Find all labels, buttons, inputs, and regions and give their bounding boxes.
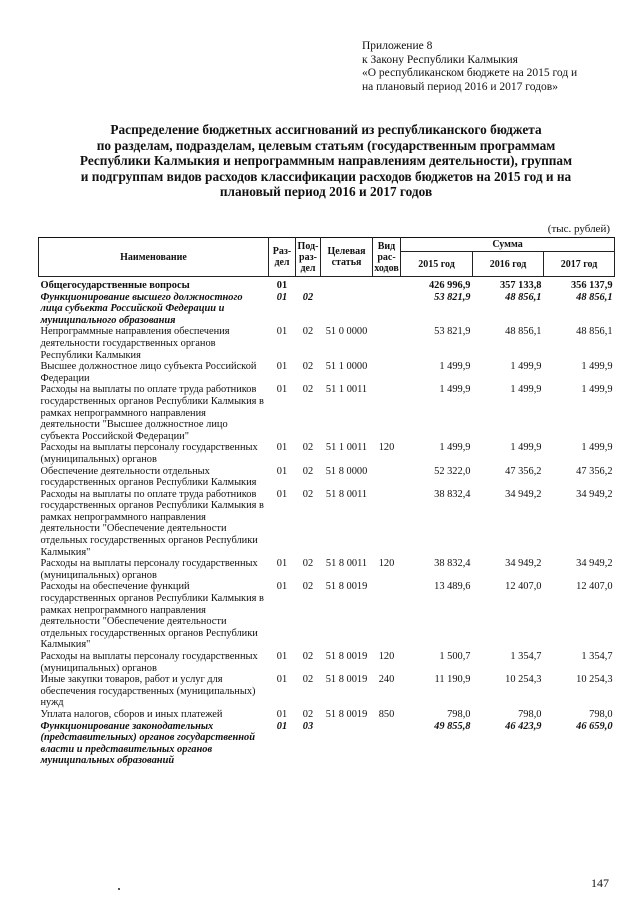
row-vid-rashodov <box>373 384 401 442</box>
row-sum-2016: 34 949,2 <box>505 488 542 500</box>
title-line: и подгруппам видов расходов классификации расходов бюджетов на 2015 год и на <box>80 168 572 184</box>
row-sum-2016: 48 856,1 <box>505 291 542 303</box>
row-vid-rashodov <box>373 466 401 489</box>
row-podrazdel: 02 <box>302 651 314 662</box>
row-sum-2017: 34 949,2 <box>576 488 613 500</box>
row-sum-2016: 46 423,9 <box>505 720 542 732</box>
row-razdel: 01 <box>276 442 288 454</box>
header-celevaya-statya: Целевая статья <box>321 238 373 277</box>
row-sum-2017: 1 354,7 <box>581 651 613 662</box>
table-row <box>39 558 615 581</box>
table-row <box>39 442 615 465</box>
table-row <box>39 709 615 721</box>
row-celevaya-statya: 51 8 0019 <box>325 651 368 662</box>
row-name: Иные закупки товаров, работ и услуг для обеспечения государственных (муниципальных) нужд <box>40 674 256 709</box>
row-sum-2017: 1 499,9 <box>581 442 613 454</box>
header-year-2015: 2015 год <box>401 252 473 277</box>
row-sum-2016: 798,0 <box>518 708 542 720</box>
row-razdel: 01 <box>276 291 288 303</box>
row-vid-rashodov: 240 <box>378 674 395 686</box>
row-vid-rashodov <box>373 292 401 327</box>
table-row <box>39 326 615 361</box>
row-sum-2015: 38 832,4 <box>434 558 471 570</box>
document-title <box>36 122 616 200</box>
row-celevaya-statya: 51 8 0011 <box>325 558 368 570</box>
row-celevaya-statya: 51 8 0019 <box>325 674 368 686</box>
appendix-line: Приложение 8 <box>362 40 433 52</box>
row-name: Обеспечение деятельности отдельных государственных органов Республики Калмыкия <box>40 465 257 489</box>
scan-speck <box>118 888 120 890</box>
table-row <box>39 721 615 767</box>
title-line: Распределение бюджетных ассигнований из республиканского бюджета <box>110 122 542 137</box>
row-vid-rashodov <box>373 277 401 292</box>
header-summa: Сумма <box>401 238 615 252</box>
row-razdel: 01 <box>276 558 288 570</box>
row-name: Высшее должностное лицо субъекта Российской Федерации <box>40 361 257 384</box>
row-sum-2015: 1 499,9 <box>439 361 471 373</box>
table-row <box>39 361 615 384</box>
row-celevaya-statya: 51 8 0011 <box>325 488 368 500</box>
row-vid-rashodov <box>373 489 401 559</box>
title-line: Республики Калмыкия и непрограммным направлениям деятельности), группам <box>79 153 573 169</box>
row-sum-2017: 356 137,9 <box>570 280 613 291</box>
row-razdel: 01 <box>276 720 288 732</box>
row-name: Уплата налогов, сборов и иных платежей <box>40 708 223 720</box>
row-podrazdel: 02 <box>302 384 314 396</box>
row-podrazdel: 02 <box>302 465 314 477</box>
row-podrazdel: 02 <box>302 708 314 720</box>
appendix-note <box>362 40 632 94</box>
row-sum-2016: 1 499,9 <box>510 384 542 396</box>
row-celevaya-statya: 51 8 0019 <box>325 708 368 720</box>
row-sum-2015: 52 322,0 <box>434 465 471 477</box>
row-sum-2015: 1 500,7 <box>439 651 471 662</box>
row-name: Функционирование законодательных (представительных) органов государственной власти и представительных органов муниципальных образований <box>40 720 256 767</box>
row-celevaya-statya: 51 1 0011 <box>325 384 368 396</box>
header-vid-rashodov: Вид рас- ходов <box>373 238 401 277</box>
row-podrazdel: 03 <box>302 720 314 732</box>
row-vid-rashodov <box>373 361 401 384</box>
appendix-line: на плановый период 2016 и 2017 годов» <box>362 80 558 93</box>
table-row <box>39 581 615 651</box>
row-vid-rashodov <box>373 721 401 767</box>
row-name: Расходы на обеспечение функций государственных органов Республики Калмыкия в рамках непрограммного направления деятельности "Обеспечение деятельности отдельных государственных органов Республики Калмыкия" <box>40 581 264 651</box>
row-sum-2015: 1 499,9 <box>439 442 471 454</box>
table-body <box>39 277 615 767</box>
row-sum-2017: 1 499,9 <box>581 384 613 396</box>
table-row <box>39 489 615 559</box>
header-name: Наименование <box>39 238 269 277</box>
row-sum-2016: 1 354,7 <box>510 651 542 662</box>
page-number: 147 <box>591 876 609 890</box>
row-sum-2017: 46 659,0 <box>576 720 613 732</box>
row-vid-rashodov <box>373 326 401 361</box>
row-vid-rashodov: 120 <box>378 558 395 570</box>
header-razdel: Раз- дел <box>269 238 296 277</box>
row-celevaya-statya: 51 8 0000 <box>325 465 368 477</box>
row-sum-2015: 11 190,9 <box>434 674 471 686</box>
row-podrazdel: 02 <box>302 558 314 570</box>
row-name: Расходы на выплаты персоналу государственных (муниципальных) органов <box>40 558 258 581</box>
row-podrazdel: 02 <box>302 361 314 373</box>
row-sum-2016: 34 949,2 <box>505 558 542 570</box>
row-sum-2017: 1 499,9 <box>581 361 613 373</box>
row-name: Расходы на выплаты персоналу государственных (муниципальных) органов <box>40 442 258 465</box>
row-sum-2015: 53 821,9 <box>434 326 471 338</box>
row-vid-rashodov: 120 <box>378 651 395 662</box>
row-name: Расходы на выплаты персоналу государственных (муниципальных) органов <box>40 651 258 674</box>
row-sum-2016: 47 356,2 <box>505 465 542 477</box>
row-podrazdel <box>296 277 321 292</box>
row-sum-2015: 53 821,9 <box>434 291 471 303</box>
row-sum-2017: 47 356,2 <box>576 465 613 477</box>
table-row <box>39 277 615 292</box>
row-celevaya-statya <box>321 277 373 292</box>
row-sum-2016: 1 499,9 <box>510 442 542 454</box>
row-razdel: 01 <box>276 708 288 720</box>
row-podrazdel: 02 <box>302 291 314 303</box>
row-celevaya-statya <box>321 721 373 767</box>
table-row <box>39 674 615 709</box>
row-razdel: 01 <box>276 326 288 338</box>
row-name: Непрограммные направления обеспечения деятельности государственных органов Республики Калмыкия <box>40 326 230 361</box>
row-name: Функционирование высшего должностного лица субъекта Российской Федерации и муниципального образования <box>40 291 243 326</box>
appendix-line: к Закону Республики Калмыкия <box>362 53 518 66</box>
row-name: Расходы на выплаты по оплате труда работников государственных органов Республики Калмыкия в рамках непрограммного направления деятельности "Обеспечение деятельности отдельных государственных органов Республики Калмыкия" <box>40 488 264 558</box>
row-sum-2015: 49 855,8 <box>434 720 471 732</box>
row-sum-2016: 48 856,1 <box>505 326 542 338</box>
header-year-2016: 2016 год <box>473 252 544 277</box>
row-razdel: 01 <box>276 361 288 373</box>
row-podrazdel: 02 <box>302 674 314 686</box>
row-razdel: 01 <box>276 488 288 500</box>
row-celevaya-statya: 51 1 0000 <box>325 361 368 373</box>
header-podrazdel: Под- раз- дел <box>296 238 321 277</box>
row-sum-2015: 13 489,6 <box>434 581 471 593</box>
row-celevaya-statya <box>321 292 373 327</box>
row-sum-2015: 38 832,4 <box>434 488 471 500</box>
table-row <box>39 466 615 489</box>
row-sum-2015: 1 499,9 <box>439 384 471 396</box>
row-razdel: 01 <box>276 384 288 396</box>
row-sum-2016: 12 407,0 <box>505 581 542 593</box>
title-line: по разделам, подразделам, целевым статьям (государственным программам <box>96 137 556 153</box>
table-row <box>39 292 615 327</box>
row-razdel: 01 <box>276 651 288 662</box>
row-podrazdel: 02 <box>302 581 314 593</box>
row-sum-2017: 34 949,2 <box>576 558 613 570</box>
title-line: плановый период 2016 и 2017 годов <box>219 184 433 200</box>
row-sum-2015: 426 996,9 <box>428 280 471 291</box>
row-vid-rashodov: 120 <box>378 442 395 454</box>
budget-table <box>38 237 615 767</box>
row-sum-2017: 48 856,1 <box>576 291 613 303</box>
row-podrazdel: 02 <box>302 442 314 454</box>
row-celevaya-statya: 51 8 0019 <box>325 581 368 593</box>
row-sum-2017: 798,0 <box>589 708 613 720</box>
units-label: (тыс. рублей) <box>547 223 610 235</box>
row-razdel: 01 <box>276 674 288 686</box>
row-sum-2017: 48 856,1 <box>576 326 613 338</box>
table-row <box>39 384 615 442</box>
row-vid-rashodov <box>373 581 401 651</box>
table-header <box>39 238 615 277</box>
row-podrazdel: 02 <box>302 488 314 500</box>
row-sum-2016: 1 499,9 <box>510 361 542 373</box>
row-razdel: 01 <box>276 581 288 593</box>
row-sum-2017: 10 254,3 <box>576 674 613 686</box>
row-name: Расходы на выплаты по оплате труда работников государственных органов Республики Калмыкия в рамках непрограммного направления деятельности "Высшее должностное лицо субъекта Российской Федерации" <box>40 384 264 442</box>
row-celevaya-statya: 51 1 0011 <box>325 442 368 454</box>
appendix-line: «О республиканском бюджете на 2015 год и <box>362 67 578 79</box>
row-sum-2015: 798,0 <box>447 708 471 720</box>
row-celevaya-statya: 51 0 0000 <box>325 326 368 338</box>
row-podrazdel: 02 <box>302 326 314 338</box>
header-year-2017: 2017 год <box>544 252 615 277</box>
row-sum-2016: 357 133,8 <box>499 280 542 291</box>
row-name: Общегосударственные вопросы <box>40 280 190 291</box>
row-vid-rashodov: 850 <box>378 708 395 720</box>
row-sum-2016: 10 254,3 <box>505 674 542 686</box>
table-row <box>39 651 615 674</box>
row-razdel: 01 <box>276 280 288 291</box>
row-razdel: 01 <box>276 465 288 477</box>
row-sum-2017: 12 407,0 <box>576 581 613 593</box>
